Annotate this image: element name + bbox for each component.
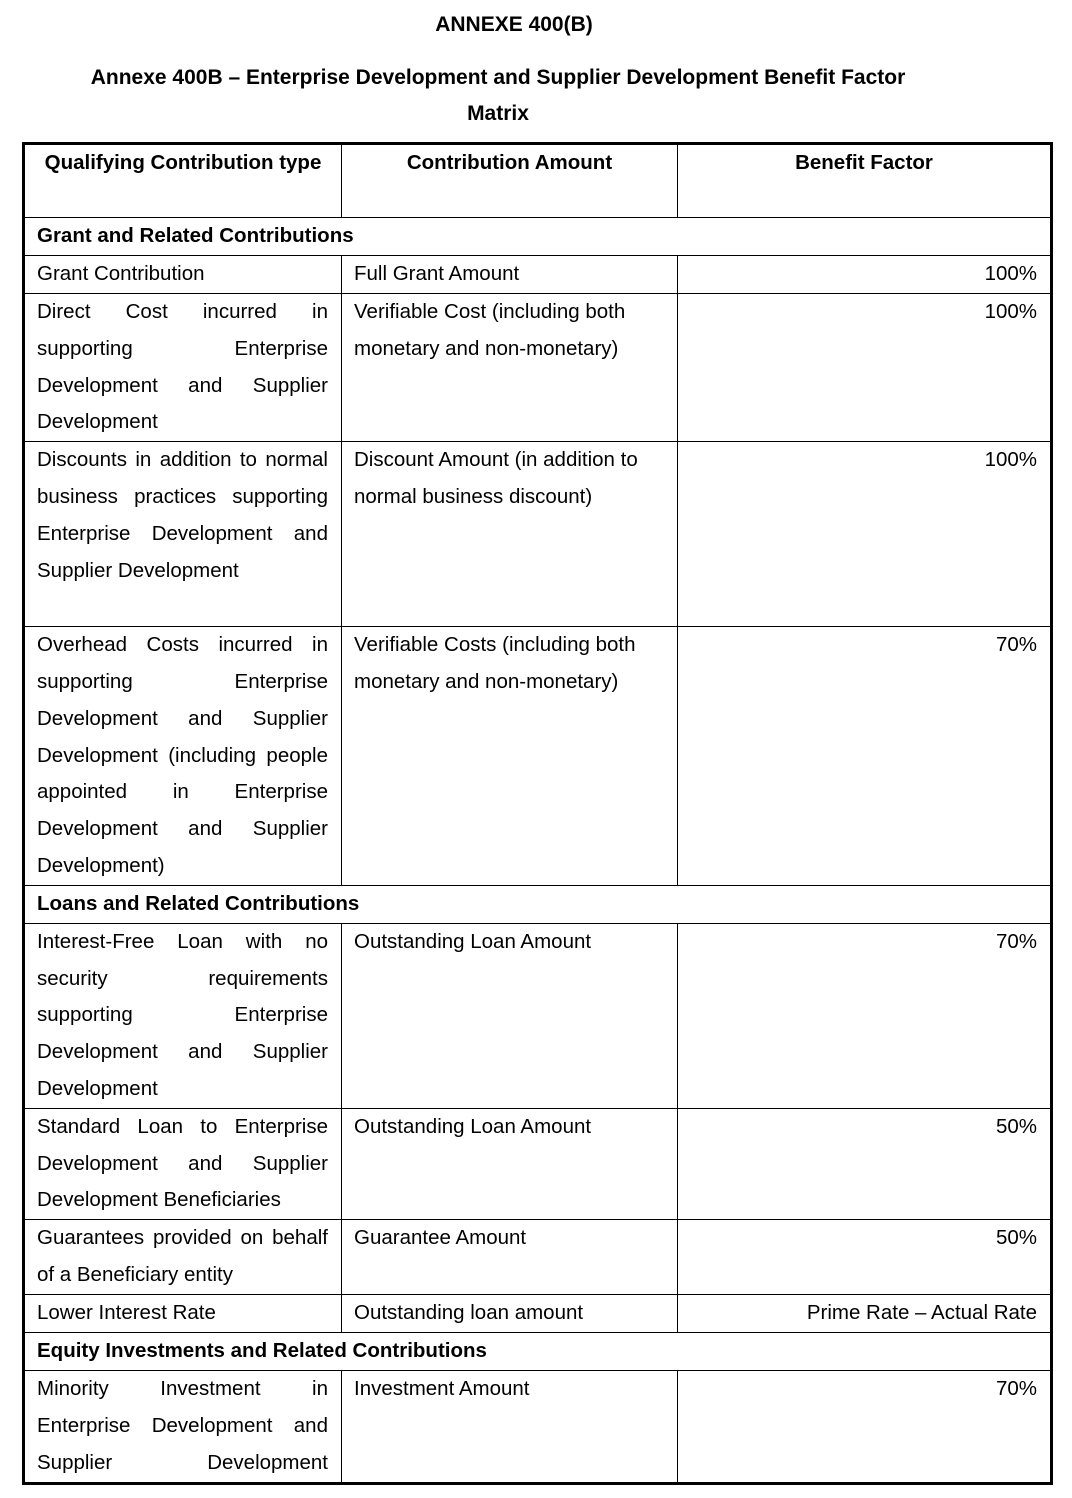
section-title-loans: Loans and Related Contributions <box>24 885 1052 923</box>
cell-contribution-amount: Outstanding Loan Amount <box>342 923 678 1108</box>
cell-benefit-factor: 50% <box>678 1108 1052 1219</box>
cell-contribution-type: Direct Cost incurred in supporting Enterprise Development and Supplier Development <box>24 294 342 442</box>
cell-contribution-type: Overhead Costs incurred in supporting Enterprise Development and Supplier Development (including people appointed in Enterprise Development and Supplier Development) <box>24 627 342 886</box>
table-row <box>24 627 1052 886</box>
cell-contribution-amount: Investment Amount <box>342 1371 678 1483</box>
section-row-loans <box>24 885 1052 923</box>
benefit-factor-matrix <box>22 142 1053 1485</box>
section-title-equity: Equity Investments and Related Contributions <box>24 1333 1052 1371</box>
cell-contribution-type: Standard Loan to Enterprise Development and Supplier Development Beneficiaries <box>24 1108 342 1219</box>
section-row-grant <box>24 218 1052 256</box>
cell-contribution-type: Minority Investment in Enterprise Development and Supplier Development <box>24 1371 342 1483</box>
table-row <box>24 1371 1052 1483</box>
cell-contribution-amount: Outstanding Loan Amount <box>342 1108 678 1219</box>
table-row <box>24 1220 1052 1295</box>
cell-benefit-factor: Prime Rate – Actual Rate <box>678 1295 1052 1333</box>
header-row <box>24 144 1052 218</box>
table-row <box>24 256 1052 294</box>
cell-benefit-factor: 100% <box>678 442 1052 627</box>
cell-contribution-amount: Outstanding loan amount <box>342 1295 678 1333</box>
table-row <box>24 923 1052 1108</box>
document-title-line-2: Matrix <box>467 102 529 125</box>
cell-contribution-type: Lower Interest Rate <box>24 1295 342 1333</box>
table-row <box>24 294 1052 442</box>
cell-contribution-amount: Full Grant Amount <box>342 256 678 294</box>
table-row <box>24 442 1052 627</box>
cell-contribution-type: Interest-Free Loan with no security requirements supporting Enterprise Development and Supplier Development <box>24 923 342 1108</box>
cell-contribution-amount: Guarantee Amount <box>342 1220 678 1295</box>
table-row <box>24 1295 1052 1333</box>
cell-contribution-type: Discounts in addition to normal business practices supporting Enterprise Development and Supplier Development <box>24 442 342 627</box>
annex-title: ANNEXE 400(B) <box>435 13 593 36</box>
section-title-grant: Grant and Related Contributions <box>24 218 1052 256</box>
cell-contribution-amount: Discount Amount (in addition to normal business discount) <box>342 442 678 627</box>
cell-contribution-type: Grant Contribution <box>24 256 342 294</box>
cell-benefit-factor: 70% <box>678 1371 1052 1483</box>
cell-contribution-amount: Verifiable Costs (including both monetary and non-monetary) <box>342 627 678 886</box>
table-row <box>24 1108 1052 1219</box>
header-qualifying-contribution-type: Qualifying Contribution type <box>24 144 342 218</box>
header-benefit-factor: Benefit Factor <box>678 144 1052 218</box>
cell-benefit-factor: 100% <box>678 256 1052 294</box>
cell-benefit-factor: 100% <box>678 294 1052 442</box>
cell-contribution-type: Guarantees provided on behalf of a Beneficiary entity <box>24 1220 342 1295</box>
section-row-equity <box>24 1333 1052 1371</box>
document-title <box>0 60 996 132</box>
header-contribution-amount: Contribution Amount <box>342 144 678 218</box>
cell-benefit-factor: 70% <box>678 923 1052 1108</box>
cell-benefit-factor: 70% <box>678 627 1052 886</box>
document-title-line-1: Annexe 400B – Enterprise Development and Supplier Development Benefit Factor <box>90 66 906 89</box>
cell-contribution-amount: Verifiable Cost (including both monetary and non-monetary) <box>342 294 678 442</box>
cell-benefit-factor: 50% <box>678 1220 1052 1295</box>
